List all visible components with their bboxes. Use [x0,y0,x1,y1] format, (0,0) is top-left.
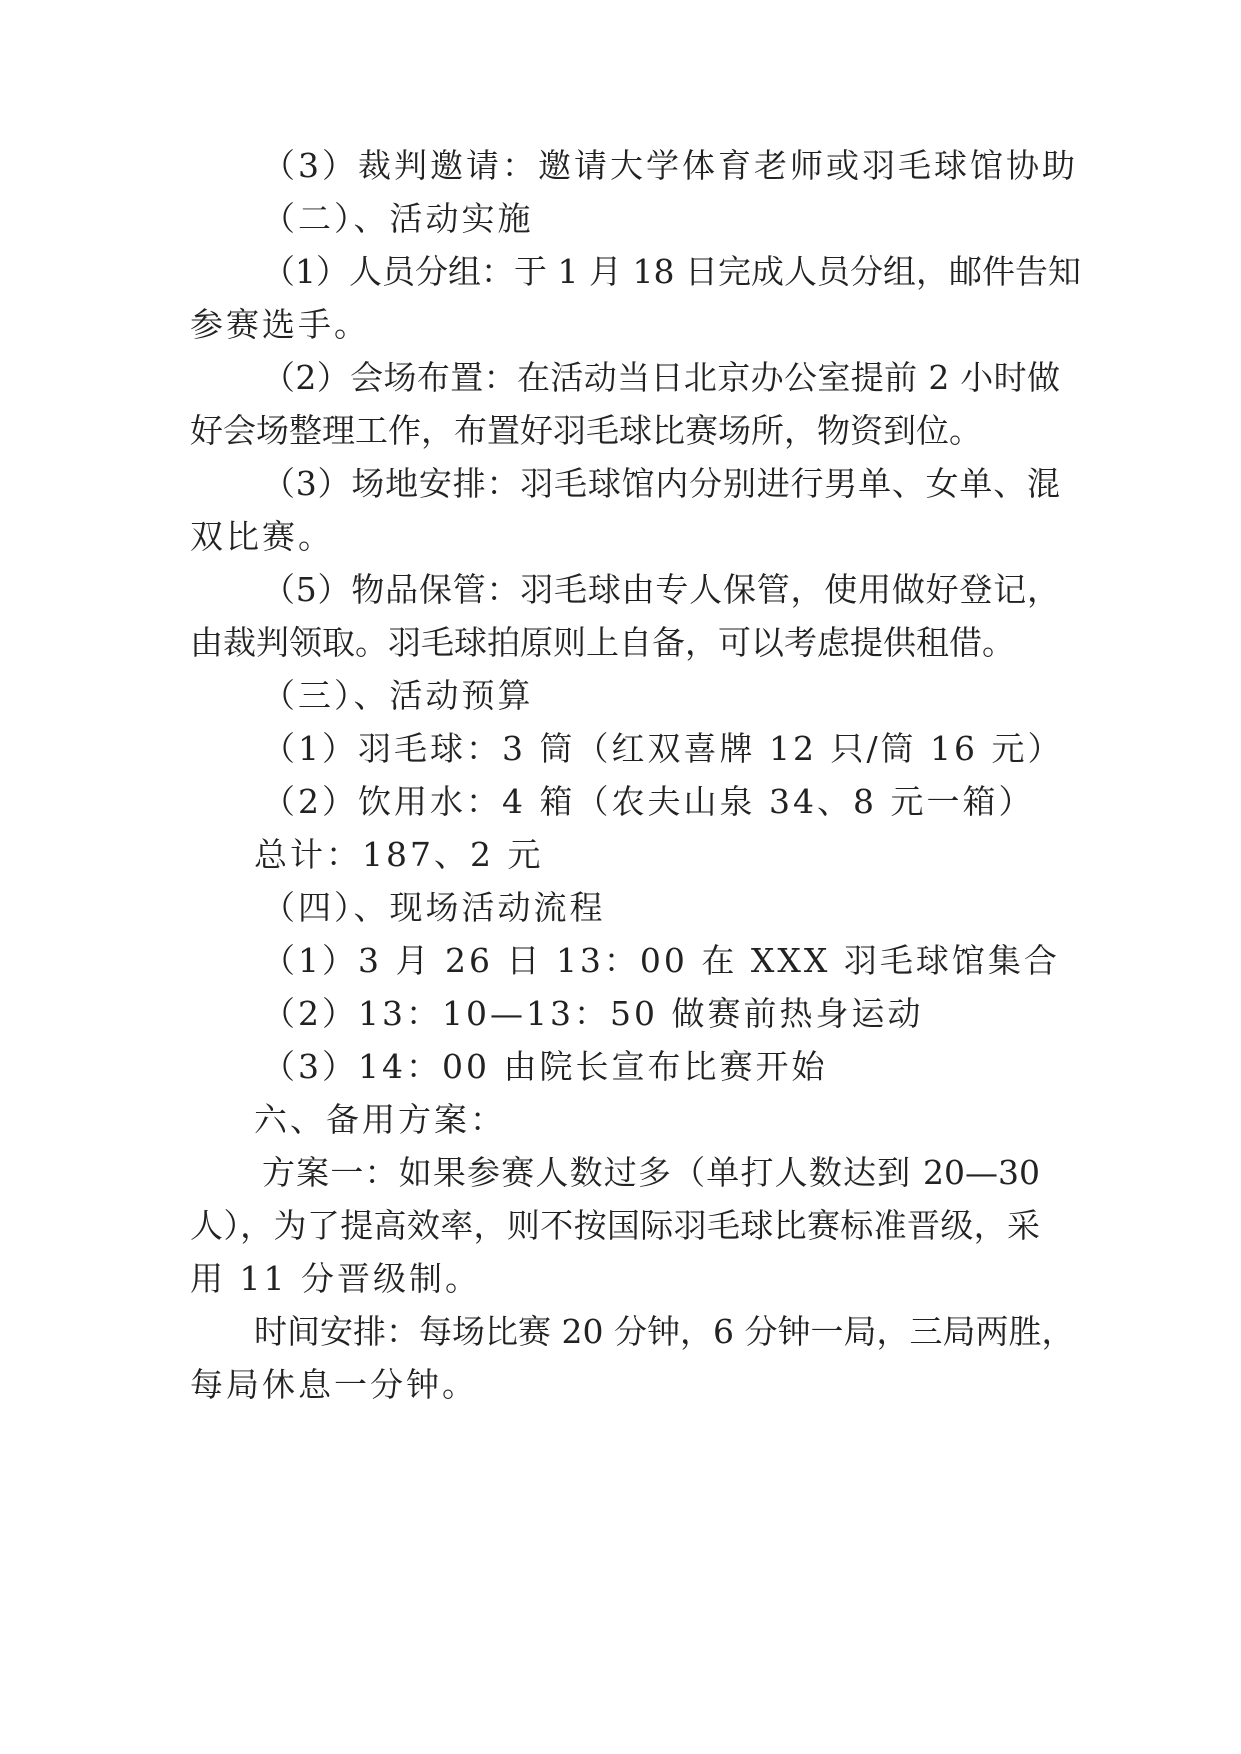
flow-step-3: （3）14：00 由院长宣布比赛开始 [262,1047,828,1086]
section-backup-heading: 六、备用方案： [254,1100,506,1139]
storage-line-1: （5）物品保管：羽毛球由专人保管，使用做好登记， [262,570,1060,609]
section-flow-heading: （四）、现场活动流程 [262,888,606,927]
schedule-line-2: 每局休息一分钟。 [190,1365,478,1404]
referee-invite-line: （3）裁判邀请：邀请大学体育老师或羽毛球馆协助 [262,146,1078,185]
section-budget-heading: （三）、活动预算 [262,676,534,715]
storage-line-2: 由裁判领取。羽毛球拍原则上自备，可以考虑提供租借。 [190,623,1015,662]
backup-plan-line-2: 人），为了提高效率，则不按国际羽毛球比赛标准晋级，采 [190,1206,1040,1245]
court-arrangement-line-2: 双比赛。 [190,517,334,556]
schedule-line-1: 时间安排：每场比赛 20 分钟，6 分钟一局，三局两胜， [254,1312,1075,1351]
venue-setup-line-1: （2）会场布置：在活动当日北京办公室提前 2 小时做 [262,358,1060,397]
flow-step-2: （2）13：10—13：50 做赛前热身运动 [262,994,924,1033]
flow-step-1: （1）3 月 26 日 13：00 在 XXX 羽毛球馆集合 [262,941,1060,980]
venue-setup-line-2: 好会场整理工作，布置好羽毛球比赛场所，物资到位。 [190,411,982,450]
budget-water-line: （2）饮用水：4 箱（农夫山泉 34、8 元一箱） [262,782,1035,821]
backup-plan-line-3: 用 11 分晋级制。 [190,1259,481,1298]
backup-plan-line-1: 方案一：如果参赛人数过多（单打人数达到 20—30 [262,1153,1040,1192]
court-arrangement-line-1: （3）场地安排：羽毛球馆内分别进行男单、女单、混 [262,464,1060,503]
budget-total-line: 总计：187、2 元 [254,835,544,874]
grouping-line-1: （1）人员分组：于 1 月 18 日完成人员分组，邮件告知 [262,252,1081,291]
budget-shuttlecock-line: （1）羽毛球：3 筒（红双喜牌 12 只/筒 16 元） [262,729,1064,768]
grouping-line-2: 参赛选手。 [190,305,370,344]
section-implementation-heading: （二）、活动实施 [262,199,534,238]
